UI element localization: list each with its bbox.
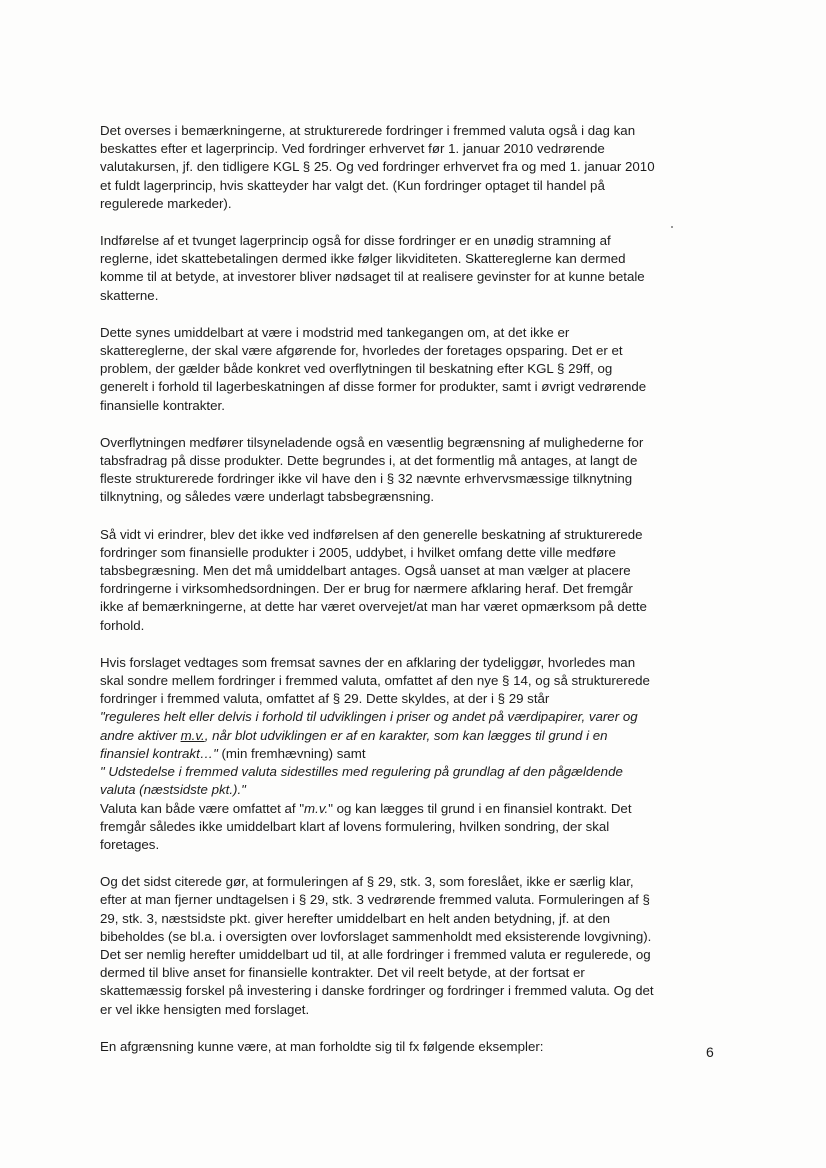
paragraph-3: Dette synes umiddelbart at være i modstrid med tankegangen om, at det ikke er skattereglerne, der skal være afgørende for, hvorledes der foretages opsparing. Det er et problem, der gælder både konkret ved overflytningen til beskatning efter KGL § 29ff, og generelt i forhold til lagerbeskatningen af disse former for produkter, samt i øvrigt vedrørende finansielle kontrakter. (100, 324, 647, 413)
paragraph-5: Så vidt vi erindrer, blev det ikke ved indførelsen af den generelle beskatning af strukturerede fordringer som finansielle produkter i 2005, uddybet, i hvilket omfang dette ville medføre tabsbegræsning. Men det må umiddelbart antages. Også uanset at man vælger at placere fordringerne i virksomhedsordningen. Der er brug for nærmere afklaring heraf. Det fremgår ikke af bemærkningerne, at dette har været overvejet/at man har været opmærksom på dette forhold. (100, 526, 647, 633)
paragraph-2: Indførelse af et tvunget lagerprincip også for disse fordringer er en unødig stramning af reglerne, idet skattebetalingen dermed ikke følger likviditeten. Skattereglerne kan dermed komme til at betyde, at investorer bliver nødsaget til at realisere gevinster for at kunne betale skatterne. (100, 233, 645, 303)
scan-speck (671, 226, 673, 228)
paragraph-1: Det overses i bemærkningerne, at strukturerede fordringer i fremmed valuta også i dag kan beskattes efter et lagerprincip. Ved fordringer erhvervet før 1. januar 2010 vedrørende valutakursen, jf. den tidligere KGL § 25. Og ved fordringer erhvervet fra og med 1. januar 2010 et fuldt lagerprincip, hvis skatteyder har valgt det. (Kun fordringer optaget til handel på regulerede markeder). (100, 123, 655, 211)
paragraph-4: Overflytningen medfører tilsyneladende også en væsentlig begrænsning af mulighederne for tabsfradrag på disse produkter. Dette begrundes i, at det formentlig må antages, at langt de fleste strukturerede fordringer ikke vil have den i § 32 nævnte erhvervsmæssige tilknytning tilknytning, og således være underlagt tabsbegrænsning. (100, 434, 644, 505)
paragraph-7: Og det sidst citerede gør, at formuleringen af § 29, stk. 3, som foreslået, ikke er særlig klar, efter at man fjerner undtagelsen i § 29, stk. 3 vedrørende fremmed valuta. Formuleringen af § 29, stk. 3, næstsidste pkt. giver herefter umiddelbart en helt anden betydning, jf. at den bibeholdes (se bl.a. i oversigten over lovforslaget sammenholdt med eksisterende lovgivning). Det ser nemlig herefter umiddelbart ud til, at alle fordringer i fremmed valuta er regulerede, og dermed til blive anset for finansielle kontrakter. Det vil reelt betyde, at der fortsat er skattemæssig forskel på investering i danske fordringer og fordringer i fremmed valuta. Og det er vel ikke hensigten med forslaget. (100, 874, 654, 1017)
quote-1: "reguleres helt eller delvis i forhold til udviklingen i priser og andet på værdipapirer, varer og (100, 709, 638, 725)
underlined-mv: m.v. (180, 727, 205, 743)
page-number: 6 (706, 1044, 714, 1060)
document-body (100, 122, 722, 1075)
quote-2: " Udstedelse i fremmed valuta sidestilles med regulering på grundlag af den pågældende (100, 764, 623, 780)
paragraph-6: Hvis forslaget vedtages som fremsat savnes der en afklaring der tydeliggør, hvorledes man skal sondre mellem fordringer i fremmed valuta, omfattet af den nye § 14, og så strukturerede fordringer i fremmed valuta, omfattet af § 29. Dette skyldes, at der i § 29 står "reguleres helt eller delvis i forhold til udviklingen i priser og andet på værdipapirer, varer og andre aktiver m.v., når blot udviklingen er af en karakter, som kan lægges til grund i en finansiel kontrakt…" (min fremhævning) samt " Udstedelse i fremmed valuta sidestilles med regulering på grundlag af den pågældende valuta (næstsidste pkt.)." Valuta kan både være omfattet af "m.v." og kan lægges til grund i en finansiel kontrakt. Det fremgår således ikke umiddelbart klart af lovens formulering, hvilken sondring, der skal foretages. (100, 654, 722, 854)
paragraph-8: En afgrænsning kunne være, at man forholdte sig til fx følgende eksempler: (100, 1038, 544, 1054)
